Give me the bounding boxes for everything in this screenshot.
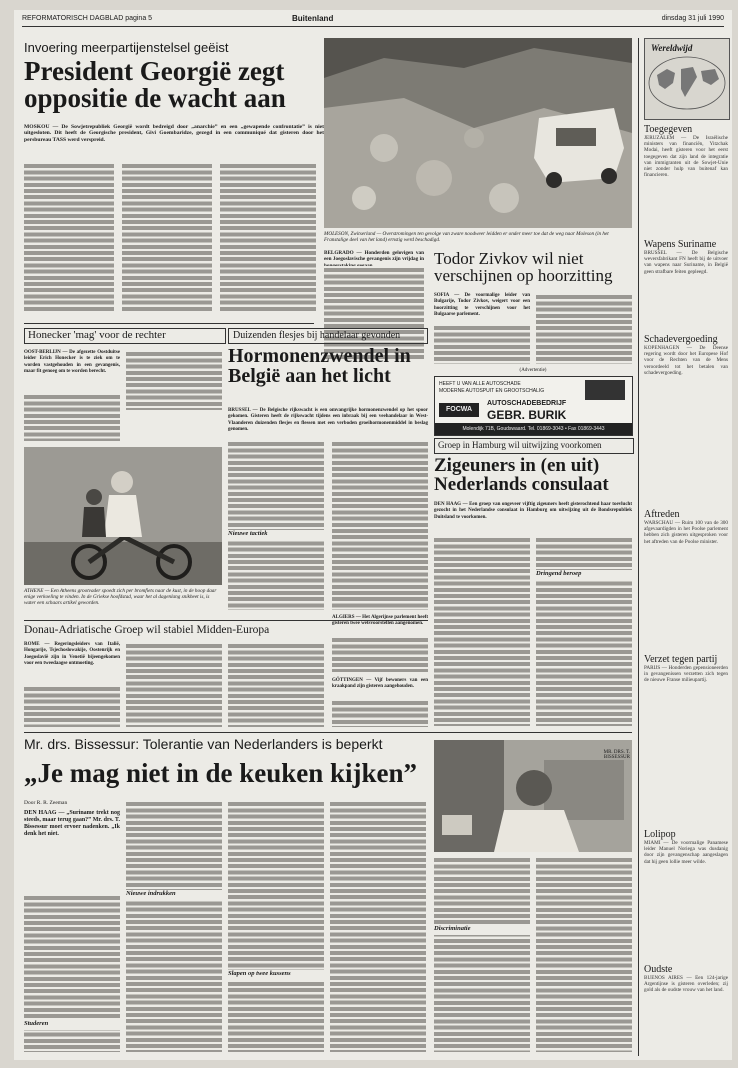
- ww-heading: Toegegeven: [644, 124, 693, 135]
- bissessur-subhead-4: Discriminatie: [434, 925, 530, 935]
- honecker-headline: Honecker 'mag' voor de rechter: [28, 329, 166, 341]
- bissessur-body-2: [126, 800, 222, 1052]
- georgie-lead: MOSKOU — De Sowjetrepubliek Georgië wordt bedreigd door „anarchie” en een „gewapende confrontatie” is niet uitgesloten. Dit heeft de Georgische president, Givi Goembaridze, gezegd in een communiqué dat gisteren door het persbureau TASS werd verspreid.: [24, 124, 324, 143]
- bissessur-body-3: [228, 800, 324, 1052]
- zigeuners-headline: Zigeuners in (en uit) Nederlands consulaat: [434, 455, 609, 495]
- ad-line-1: HEEFT U VAN ALLE AUTOSCHADE: [439, 381, 521, 387]
- athene-photo-image: [24, 447, 222, 585]
- ad-emblem: FOCWA: [439, 403, 479, 417]
- donau-body-1: [24, 685, 120, 727]
- zhivkov-body-2: [536, 293, 632, 364]
- zigeuners-body-1: [434, 536, 530, 726]
- donau-body-3: [228, 642, 324, 727]
- hormonen-subhead: Nieuwe tactiek: [228, 530, 324, 540]
- flood-photo-image: [324, 38, 632, 228]
- zigeuners-kicker-box: [434, 438, 634, 454]
- hormonen-body-1: [228, 440, 324, 610]
- ww-text: KOPENHAGEN — De Deense regering wordt door het Europese Hof voor de Rechten van de Mens veroordeeld tot het betalen van schadevergoeding.: [644, 345, 728, 376]
- georgie-column-3: [220, 162, 316, 312]
- bissessur-photo-caption: MR. DRS. T. BISSESSUR: [603, 750, 630, 760]
- honecker-body-2: [126, 350, 222, 410]
- honecker-lead: OOST-BERLIJN — De afgezette Oostduitse leider Erich Honecker is te ziek om te worden vastgehouden in een gevangenis, maar fit genoeg om te worden berecht.: [24, 350, 120, 375]
- ww-text: PARIJS — Honderden gepensioneerden in gevangenissen verzetten zich tegen de nieuwe Franse milieupartij.: [644, 665, 728, 684]
- donau-headline: Donau-Adriatische Groep wil stabiel Midden-Europa: [24, 624, 270, 636]
- belgrado-lead: BELGRADO — Honderden gelovigen van een Joegoslavische gevangenis zijn vrijdag in: [324, 250, 424, 263]
- ww-heading: Schadevergoeding: [644, 334, 718, 345]
- ww-text: MIAMI — De voormalige Panamese leider Manuel Noriega was dusdanig door zijn gevangenschap aangeslagen dat hij geen lollie meer wilde.: [644, 840, 728, 865]
- issue-date: dinsdag 31 juli 1990: [661, 15, 724, 22]
- newspaper-page: [14, 10, 732, 1060]
- divider: [24, 732, 632, 733]
- ww-heading: Verzet tegen partij: [644, 654, 718, 665]
- ww-heading: Wapens Suriname: [644, 239, 717, 250]
- ad-address: Molendijk 71B, Goudswaard. Tel. 01869-3043 • Fax 01869-3443: [435, 423, 632, 435]
- zigeuners-body-2: [536, 536, 632, 726]
- flood-caption: MOLESON, Zwitserland — Overstromingen ten gevolge van zware noodweer leidden er onder meer toe dat de weg naar Moleson (in het Franstalige deel van het land) ernstig werd beschadigd.: [324, 231, 609, 244]
- hormonen-body-2: [332, 440, 428, 610]
- donau-body-2: [126, 642, 222, 727]
- ww-heading: Lolipop: [644, 829, 676, 840]
- georgie-headline: President Georgië zegt oppositie de wacht aan: [24, 56, 286, 113]
- ad-subtitle: AUTOSCHADEBEDRIJF: [487, 400, 567, 407]
- ww-text: WARSCHAU — Ruim 100 van de 300 afgevaardigden in het Poolse parlement hebben zich gisteren uitgesproken voor het aftreden van de Poolse minister.: [644, 520, 728, 545]
- ad-label: (Advertentie): [519, 368, 547, 373]
- ad-name: GEBR. BURIK: [487, 408, 567, 422]
- zhivkov-lead: SOFIA — De voormalige leider van Bulgarije, Todor Zivkov, weigert voor een hoorzitting te verschijnen voor het Bulgaarse parlement.: [434, 293, 530, 318]
- section-title: Buitenland: [292, 14, 334, 23]
- hormonen-kicker: Duizenden flesjes bij handelaar gevonden: [233, 330, 401, 341]
- flood-photo: [324, 38, 632, 228]
- bissessur-body-4: [330, 800, 426, 1052]
- ww-text: BRUSSEL — De Belgische weversfabrikant FN heeft bij de uitvoer van wapens naar Suriname, in België geen strafbare feiten gepleegd.: [644, 250, 728, 275]
- gottingen-lead: GÖTTINGEN — Vijf bewoners van een kraakpand zijn gisteren aangehouden.: [332, 678, 428, 690]
- bissessur-kicker: Mr. drs. Bissessur: Tolerantie van Nederlanders is beperkt: [24, 736, 383, 752]
- wereldwijd-title: Wereldwijd: [651, 43, 693, 53]
- honecker-body-1: [24, 393, 120, 441]
- georgie-kicker: Invoering meerpartijenstelsel geëist: [24, 40, 229, 55]
- divider: [24, 323, 314, 324]
- hormonen-kicker-box: [228, 328, 428, 344]
- zhivkov-body-1: [434, 324, 530, 364]
- honecker-headline-box: [24, 328, 226, 344]
- zigeuners-lead: DEN HAAG — Een groep van ongeveer vijftig zigeuners heeft gisterochtend haar toevlucht gezocht in het Nederlandse consulaat in Hamburg om uitwijzing uit de Bondsrepubliek Duitsland te voorkomen.: [434, 502, 632, 520]
- georgie-column-1: [24, 162, 114, 312]
- georgie-column-2: [122, 162, 212, 312]
- athene-photo: [24, 447, 222, 585]
- bissessur-body-6: [536, 856, 632, 1052]
- donau-lead: ROME — Regeringsleiders van Italië, Hongarije, Tsjechoslowakije, Oostenrijk en Joegoslavië zijn in Venetië bijeengekomen voor een tweedaagse ontmoeting.: [24, 642, 120, 667]
- bissessur-body-5: [434, 856, 530, 1052]
- paper-page-label: REFORMATORISCH DAGBLAD pagina 5: [22, 15, 153, 22]
- bissessur-lead: DEN HAAG — „Suriname trekt nog steeds, maar terug gaan?” Mr. drs. T. Bissessur moet ervoer nadenken. „Ik denk het niet.: [24, 810, 120, 837]
- bissessur-byline: Door R. R. Zeeman: [24, 800, 68, 806]
- wereldwijd-logo: [644, 38, 730, 120]
- zigeuners-subhead: Dringend beroep: [536, 570, 632, 580]
- gottingen-body: [332, 699, 428, 727]
- bissessur-subhead-2: Nieuwe indrukken: [126, 890, 222, 900]
- ad-burik: [434, 376, 633, 436]
- hormonen-lead: BRUSSEL — De Belgische rijkswacht is een omvangrijke hormonenzwendel op het spoor gekomen. Gisteren heeft de rijkswacht tijdens een inbraak bij een veehandelaar in West-Vlaanderen duizenden flesjes en flessen met een verboden groeihormonenmiddel in beslag genomen.: [228, 408, 428, 433]
- ww-text: BUENOS AIRES — Een 124-jarige Argentijnse is gisteren overleden; zij gold als de oudste vrouw van het land.: [644, 975, 728, 994]
- zigeuners-kicker: Groep in Hamburg wil uitwijzing voorkomen: [438, 440, 602, 450]
- bissessur-subhead-3: Slapen op twee kussens: [228, 970, 324, 980]
- bissessur-headline: „Je mag niet in de keuken kijken”: [24, 758, 418, 788]
- ww-heading: Aftreden: [644, 509, 680, 520]
- ad-logo-image: [585, 380, 625, 400]
- masthead: [22, 14, 724, 27]
- ww-heading: Oudste: [644, 964, 673, 975]
- wereldwijd-items: [644, 124, 728, 1055]
- hormonen-headline: Hormonenzwendel in België aan het licht: [228, 345, 411, 387]
- ww-text: JERUZALEM — De Israëlische ministers van financiën, Yitzchak Modai, heeft gisteren voor het eerst toegegeven dat zijn land de integratie van immigranten uit de Sowjet-Unie niet zonder hulp van buitenaf kan financieren.: [644, 135, 728, 179]
- algiers-lead: ALGIERS — Het Algerijnse parlement heeft gisteren twee wetsvoorstellen aangenomen.: [332, 615, 428, 627]
- ad-line-2: MODERNE AUTOSPUIT EN GROOTSCHALIG: [439, 388, 545, 394]
- bissessur-subhead-1: Studeren: [24, 1020, 120, 1030]
- sidebar-divider: [638, 38, 639, 1056]
- algiers-body: [332, 636, 428, 672]
- zhivkov-headline: Todor Zivkov wil niet verschijnen op hoorzitting: [434, 249, 613, 285]
- athene-caption: ATHENE — Een Atheens grootvader spoedt zich per bromfiets naar de kust, in de hoop daar enige verkoeling te vinden. In de Griekse hoofdstad, waar het al dagenlang snikheet is, is water een schaars artikel geworden.: [24, 588, 217, 607]
